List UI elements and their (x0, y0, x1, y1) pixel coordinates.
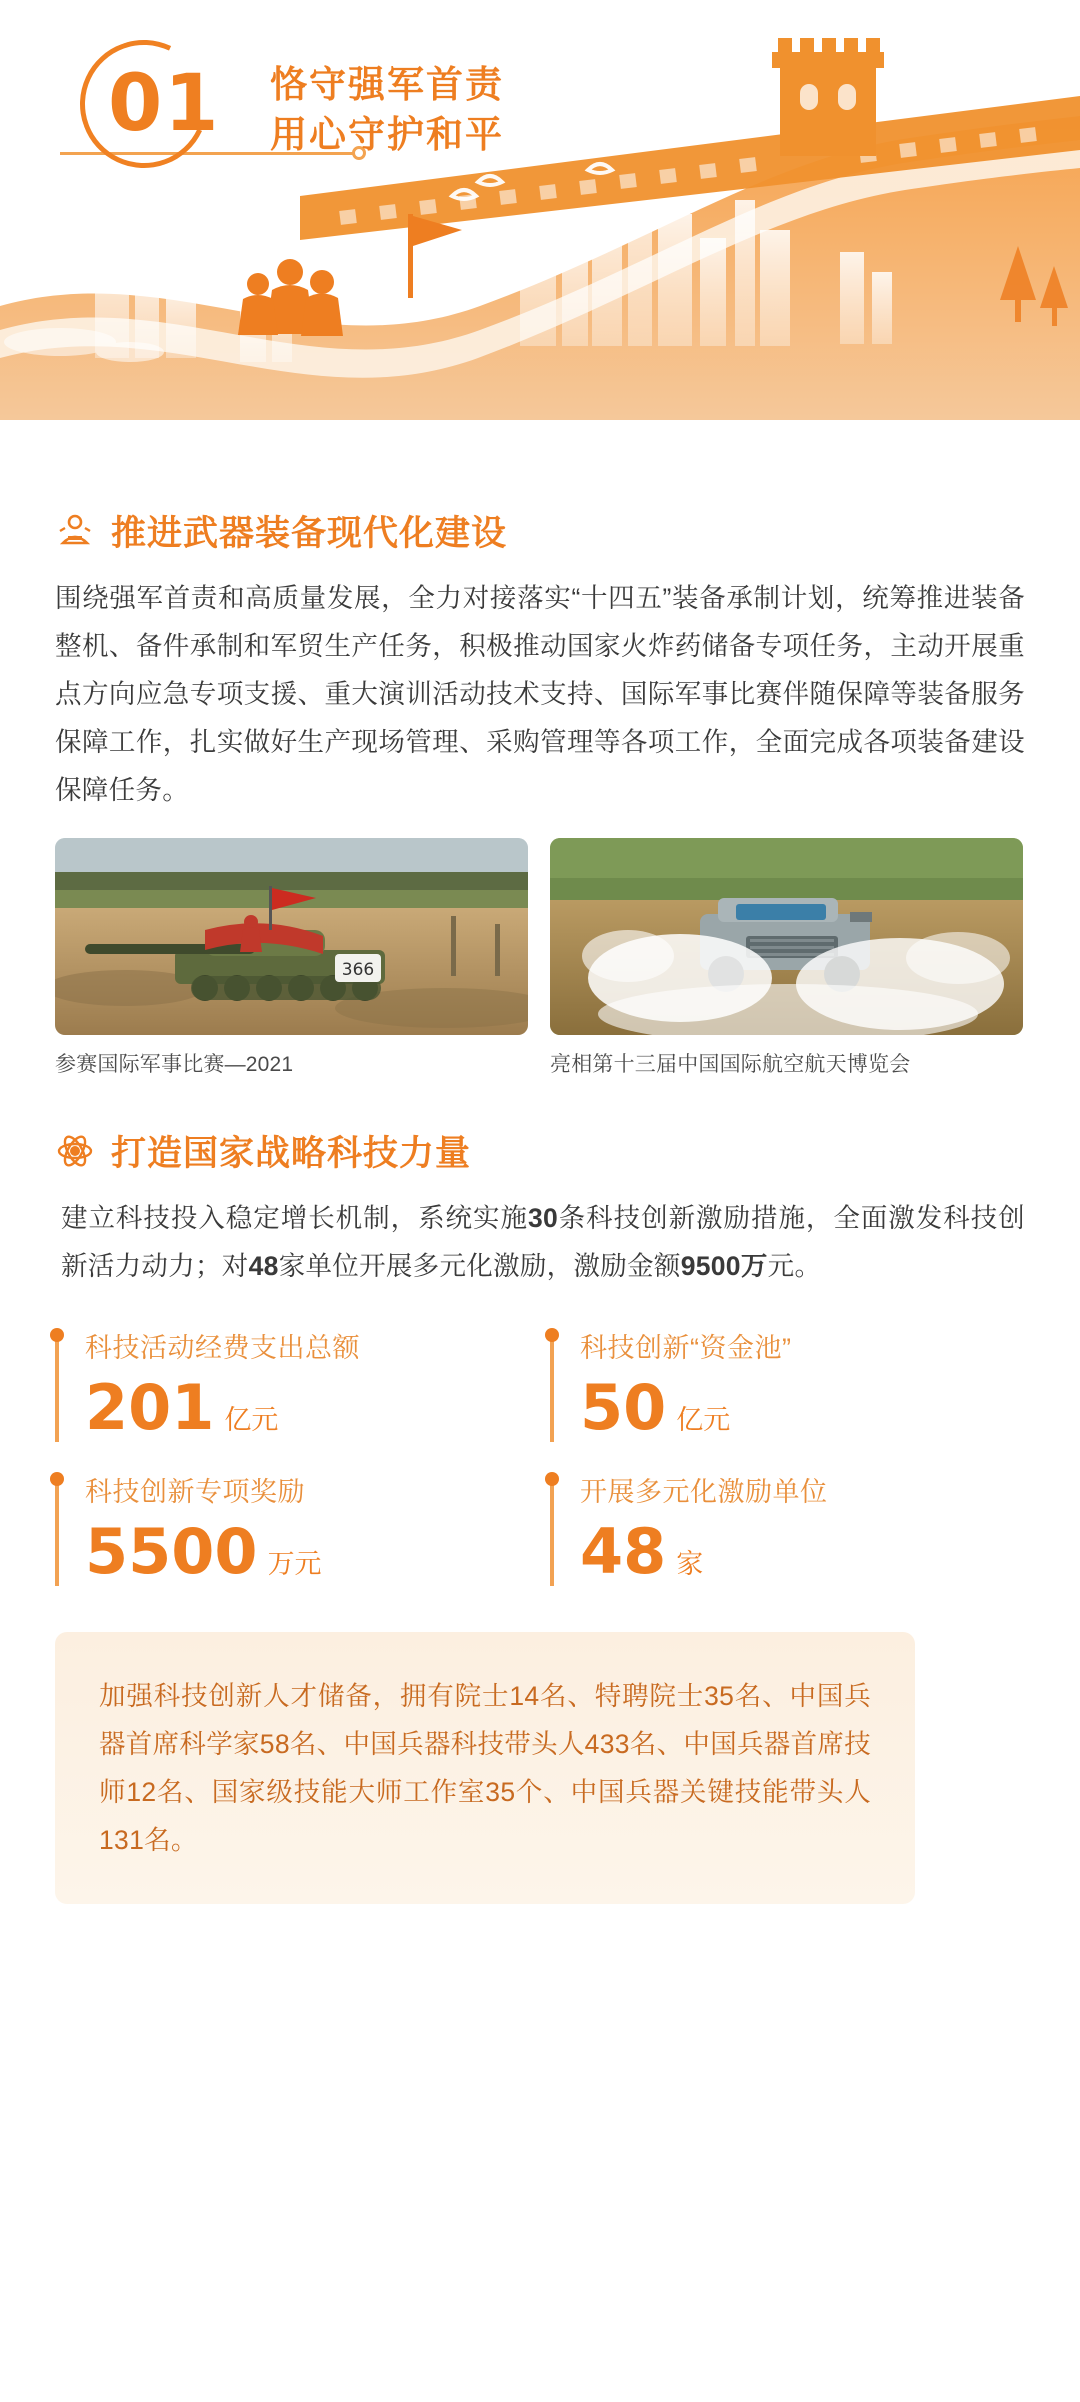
photo-caption-2: 亮相第十三届中国国际航空航天博览会 (550, 1053, 911, 1076)
stat-dot-icon (545, 1328, 559, 1342)
section-1-paragraph: 围绕强军首责和高质量发展，全力对接落实“十四五”装备承制计划，统筹推进装备整机、备件承制和军贸生产任务，积极推动国家火炸药储备专项任务，主动开展重点方向应急专项支援、重大演训活动技术支持、国际军事比赛伴随保障等装备服务保障工作，扎实做好生产现场管理、采购管理等各项工作，全面完成各项装备建设保障任务。 (55, 583, 1025, 805)
stat-unit: 万元 (267, 1549, 322, 1579)
photo-caption-1: 参赛国际军事比赛—2021 (55, 1053, 294, 1076)
stat-item (550, 1472, 1025, 1588)
section-number: 01 (108, 59, 221, 149)
photo-col-2 (550, 838, 1023, 1078)
header-banner (0, 0, 1080, 500)
para2-part-4: 家单位开展多元化激励，激励金额 (278, 1251, 681, 1281)
stat-number: 5500 (85, 1515, 258, 1588)
photo-row (55, 838, 1025, 1078)
section-2-paragraph (55, 1194, 1025, 1290)
stat-item (550, 1328, 1025, 1444)
stat-item (55, 1328, 530, 1444)
para2-part-6: 元。 (767, 1251, 822, 1281)
stat-value (85, 1516, 530, 1588)
stat-label: 开展多元化激励单位 (580, 1477, 828, 1507)
stat-dot-icon (50, 1472, 64, 1486)
header-title-line1: 恪守强军首责 (270, 64, 504, 105)
header-title (270, 60, 504, 160)
section-weapon-modernization (0, 506, 1080, 1078)
photo-col-1 (55, 838, 528, 1078)
svg-text:366: 366 (341, 960, 375, 980)
stat-bar (55, 1338, 59, 1442)
stat-unit: 亿元 (224, 1405, 279, 1435)
para2-part-1: 30 (527, 1203, 559, 1233)
stat-bar (550, 1338, 554, 1442)
para2-part-3: 48 (248, 1251, 279, 1281)
stat-value (580, 1516, 1025, 1588)
stat-dot-icon (545, 1472, 559, 1486)
stat-number: 50 (580, 1371, 667, 1444)
stat-label: 科技活动经费支出总额 (85, 1333, 360, 1363)
para2-part-0: 建立科技投入稳定增长机制，系统实施 (61, 1203, 528, 1233)
stat-dot-icon (50, 1328, 64, 1342)
footer-note-text: 加强科技创新人才储备，拥有院士14名、特聘院士35名、中国兵器首席科学家58名、中国兵器科技带头人433名、中国兵器首席技师12名、国家级技能大师工作室35个、中国兵器关键技能带头人131名。 (99, 1681, 871, 1855)
header-number-group (80, 40, 600, 170)
stat-bar (550, 1482, 554, 1586)
section-science-tech (0, 1126, 1080, 1588)
stat-label: 科技创新“资金池” (580, 1333, 792, 1363)
footer-note-card (55, 1632, 915, 1904)
section-2-title: 打造国家战略科技力量 (111, 1134, 472, 1173)
stat-number: 201 (85, 1371, 215, 1444)
stat-grid (55, 1328, 1025, 1588)
stat-unit: 亿元 (676, 1405, 731, 1435)
section-2-heading (55, 1126, 1025, 1176)
section-1-heading (55, 506, 1025, 556)
para2-part-5: 9500万 (680, 1251, 768, 1281)
armored-vehicle-photo (550, 838, 1023, 1035)
stat-value (85, 1372, 530, 1444)
weapon-modernization-icon (55, 511, 95, 551)
tank-competition-photo (55, 838, 528, 1035)
stat-value (580, 1372, 1025, 1444)
para2-part-2: 条科技创新激励措施，全面激发科技创新活力动力；对 (61, 1203, 1025, 1281)
science-tech-icon (55, 1131, 95, 1171)
stat-bar (55, 1482, 59, 1586)
stat-unit: 家 (676, 1549, 704, 1579)
stat-item (55, 1472, 530, 1588)
stat-number: 48 (580, 1515, 667, 1588)
section-1-title: 推进武器装备现代化建设 (111, 514, 508, 553)
header-title-line2: 用心守护和平 (270, 114, 504, 155)
stat-label: 科技创新专项奖励 (85, 1477, 305, 1507)
